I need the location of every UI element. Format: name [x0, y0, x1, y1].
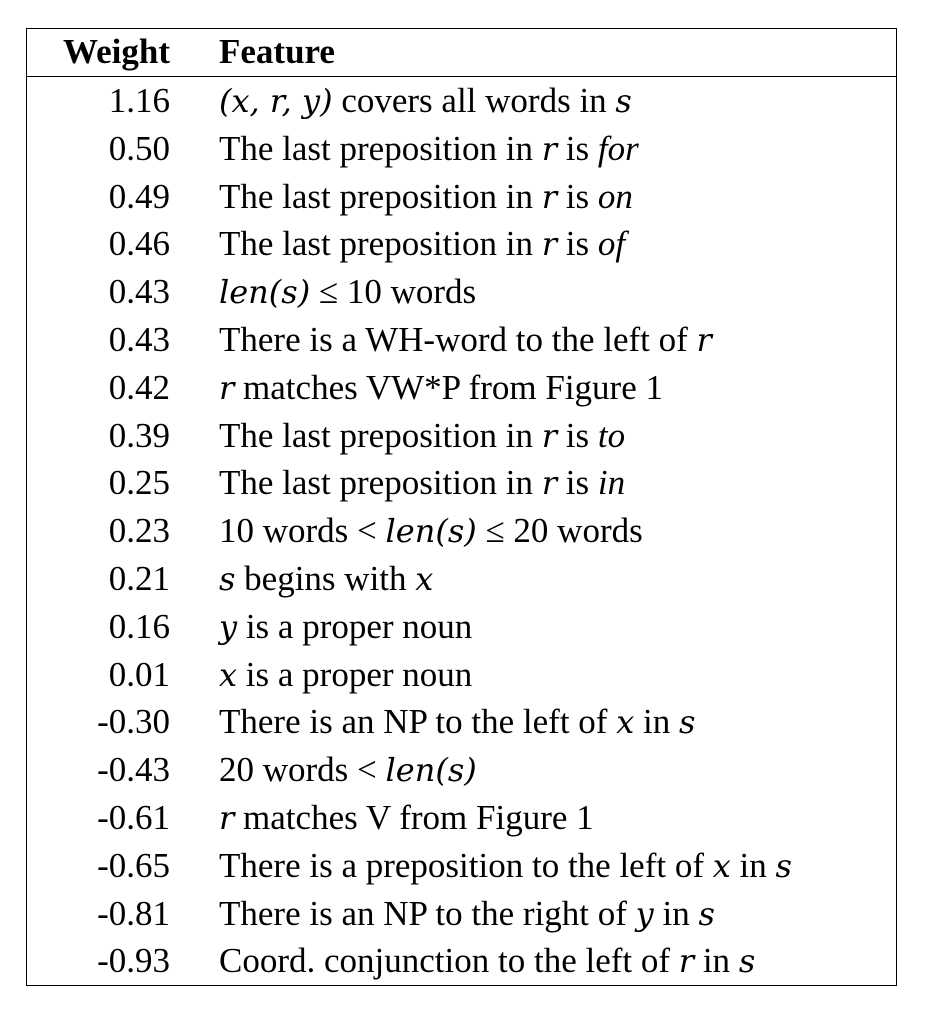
feature-cell	[219, 795, 594, 841]
feature-column-header: Feature	[219, 32, 335, 71]
feature-text: The last preposition in	[219, 128, 542, 168]
table-row	[27, 365, 896, 413]
feature-text: begins with	[235, 558, 416, 598]
table-row	[27, 126, 896, 174]
feature-cell	[219, 126, 639, 172]
weight-cell: 0.16	[108, 606, 170, 646]
weight-column-header: Weight	[63, 32, 170, 71]
feature-cell	[219, 652, 472, 698]
feature-cell	[219, 556, 433, 602]
feature-weight-table	[26, 28, 897, 986]
feature-text: in	[730, 845, 776, 885]
feature-cell	[219, 365, 663, 411]
feature-text: There is a preposition to the left of	[219, 845, 713, 885]
feature-text: is a proper noun	[237, 606, 473, 646]
table-row	[27, 508, 896, 556]
feature-cell	[219, 78, 632, 124]
feature-cell	[219, 317, 712, 363]
feature-text: in	[634, 702, 679, 742]
math-symbol: len(s)	[219, 273, 311, 312]
weight-cell: 0.43	[108, 319, 170, 359]
feature-text: There is an NP to the right of	[219, 893, 636, 933]
math-symbol: r	[219, 798, 235, 837]
weight-cell: 0.21	[108, 558, 170, 598]
table-row	[27, 699, 896, 747]
table-row	[27, 78, 896, 126]
math-symbol: x	[616, 703, 635, 742]
math-symbol: r	[678, 942, 695, 981]
feature-text: The last preposition in	[219, 463, 542, 503]
math-symbol: r	[541, 416, 558, 455]
weight-cell: 0.46	[108, 224, 170, 264]
weight-cell: 1.16	[108, 81, 170, 120]
table-row	[27, 604, 896, 652]
feature-text: matches VW*P from Figure 1	[234, 367, 663, 407]
table-row	[27, 556, 896, 604]
math-symbol: s	[698, 894, 715, 933]
feature-text: The last preposition in	[219, 415, 542, 455]
weight-cell: 0.49	[108, 176, 170, 216]
feature-cell	[219, 843, 792, 889]
table-row	[27, 174, 896, 222]
weight-cell: -0.43	[97, 750, 170, 790]
feature-text: of	[597, 224, 626, 264]
feature-text: There is an NP to the left of	[219, 702, 617, 742]
math-symbol: s	[678, 703, 696, 742]
weight-cell: 0.01	[108, 654, 170, 694]
feature-text: The last preposition in	[219, 224, 542, 264]
math-symbol: r	[541, 177, 558, 216]
feature-text: is	[557, 415, 598, 455]
math-symbol: r	[541, 225, 558, 264]
weight-cell: 0.39	[108, 415, 170, 455]
math-symbol: r	[541, 464, 558, 503]
weight-cell: 0.42	[108, 367, 170, 407]
feature-cell	[219, 891, 715, 937]
weight-cell: 0.23	[108, 511, 170, 551]
math-symbol: s	[615, 82, 632, 120]
feature-text: covers all words in	[332, 81, 616, 120]
math-symbol: len(s)	[385, 751, 477, 790]
feature-cell	[219, 508, 643, 554]
table-row	[27, 938, 896, 986]
feature-cell	[219, 604, 472, 650]
math-symbol: s	[219, 559, 236, 598]
feature-text: Coord. conjunction to the left of	[219, 941, 679, 981]
math-symbol: r	[696, 320, 712, 359]
math-symbol: y	[219, 607, 238, 646]
feature-cell	[219, 747, 477, 793]
weight-cell: -0.65	[97, 845, 170, 885]
feature-cell	[219, 221, 625, 267]
table-row	[27, 460, 896, 508]
feature-text: for	[597, 128, 639, 168]
table-row	[27, 221, 896, 269]
math-symbol: x	[712, 846, 731, 885]
feature-text: is	[557, 128, 598, 168]
math-symbol: x	[219, 655, 238, 694]
table-row	[27, 413, 896, 461]
feature-cell	[219, 413, 625, 459]
feature-text: on	[597, 176, 633, 216]
math-symbol: x	[415, 559, 434, 598]
weight-cell: 0.25	[108, 463, 170, 503]
table-header-row	[27, 29, 896, 77]
weight-cell: 0.50	[108, 128, 170, 168]
weight-cell: -0.61	[97, 797, 170, 837]
feature-text: in	[597, 463, 626, 503]
math-symbol: s	[738, 942, 756, 981]
feature-text: in	[653, 893, 699, 933]
table-row	[27, 317, 896, 365]
feature-cell	[219, 269, 476, 315]
feature-text: is	[557, 224, 598, 264]
weight-cell: -0.81	[97, 893, 170, 933]
table-row	[27, 843, 896, 891]
table-row	[27, 795, 896, 843]
feature-text: in	[694, 941, 739, 981]
feature-text: ≤ 20 words	[476, 511, 643, 551]
feature-text: is	[557, 463, 598, 503]
feature-cell	[219, 938, 755, 984]
math-symbol: y	[635, 894, 654, 933]
table-row	[27, 891, 896, 939]
weight-cell: 0.43	[108, 272, 170, 312]
table-body	[27, 78, 896, 986]
math-symbol: (x, r, y)	[219, 82, 333, 120]
feature-text: matches V from Figure 1	[234, 797, 594, 837]
weight-cell: -0.93	[97, 941, 170, 981]
feature-text: is	[557, 176, 598, 216]
feature-text: is a proper noun	[237, 654, 473, 694]
feature-cell	[219, 174, 633, 220]
table-row	[27, 269, 896, 317]
feature-text: There is a WH-word to the left of	[219, 319, 697, 359]
feature-text: The last preposition in	[219, 176, 542, 216]
table-row	[27, 652, 896, 700]
math-symbol: len(s)	[385, 512, 477, 551]
feature-text: to	[597, 415, 626, 455]
feature-cell	[219, 460, 625, 506]
feature-cell	[219, 699, 695, 745]
weight-cell: -0.30	[97, 702, 170, 742]
feature-text: 10 words <	[219, 511, 386, 551]
math-symbol: r	[219, 368, 235, 407]
math-symbol: r	[541, 129, 558, 168]
feature-text: ≤ 10 words	[310, 272, 477, 312]
feature-text: 20 words <	[219, 750, 386, 790]
table-row	[27, 747, 896, 795]
math-symbol: s	[775, 846, 792, 885]
